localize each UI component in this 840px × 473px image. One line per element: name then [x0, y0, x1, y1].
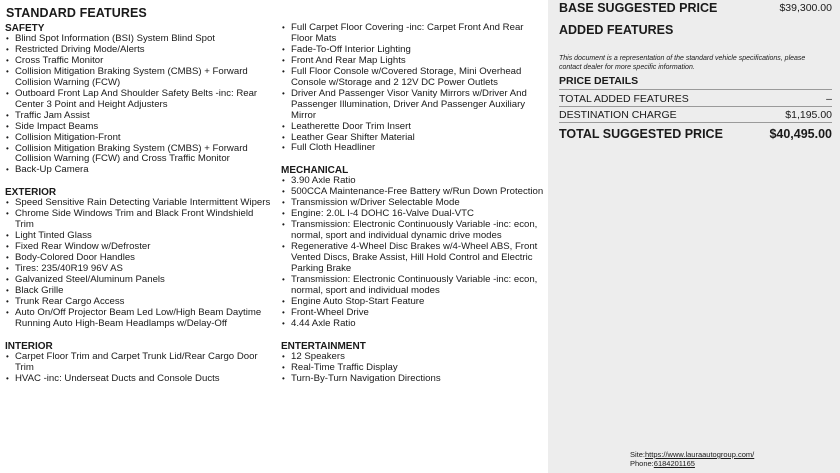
feature-item: • 4.44 Axle Ratio [281, 319, 545, 330]
feature-item: • Outboard Front Lap And Shoulder Safety Belts -inc: Rear Center 3 Point and Height Adjusters [5, 89, 273, 111]
section-title-entertainment: ENTERTAINMENT [281, 340, 366, 352]
feature-item: • Engine: 2.0L I-4 DOHC 16-Valve Dual-VTC [281, 209, 545, 220]
features-column-2 [281, 23, 545, 385]
feature-item: • Light Tinted Glass [5, 231, 273, 242]
phone-label: Phone: [630, 459, 654, 468]
destination-row [559, 109, 832, 121]
base-price-value: $39,300.00 [779, 2, 832, 14]
feature-item: • Collision Mitigation Braking System (CMBS) + Forward Collision Warning (FCW) [5, 67, 273, 89]
feature-item: • Traffic Jam Assist [5, 111, 273, 122]
features-column-1 [5, 23, 273, 385]
feature-item: • Cross Traffic Monitor [5, 56, 273, 67]
feature-item: • HVAC -inc: Underseat Ducts and Console Ducts [5, 374, 273, 385]
entertainment-list [281, 352, 545, 385]
feature-item: • Full Cloth Headliner [281, 143, 545, 154]
feature-item: • Engine Auto Stop-Start Feature [281, 297, 545, 308]
feature-item: • Regenerative 4-Wheel Disc Brakes w/4-Wheel ABS, Front Vented Discs, Brake Assist, Hill Hold Control and Electric Parking Brake [281, 242, 545, 275]
base-price-row [559, 1, 832, 15]
price-details-heading [559, 75, 832, 87]
feature-item: • Collision Mitigation-Front [5, 133, 273, 144]
feature-item: • Chrome Side Windows Trim and Black Front Windshield Trim [5, 209, 273, 231]
total-price-label: TOTAL SUGGESTED PRICE [559, 127, 723, 141]
section-title-interior: INTERIOR [5, 340, 53, 352]
feature-item: • Speed Sensitive Rain Detecting Variable Intermittent Wipers [5, 198, 273, 209]
base-price-label: BASE SUGGESTED PRICE [559, 1, 718, 15]
feature-item: • Black Grille [5, 286, 273, 297]
total-added-label: TOTAL ADDED FEATURES [559, 93, 689, 105]
feature-item: • 3.90 Axle Ratio [281, 176, 545, 187]
total-added-value: – [826, 93, 832, 105]
interior-list [5, 352, 273, 385]
feature-item: • Leather Gear Shifter Material [281, 133, 545, 144]
feature-item: • Transmission w/Driver Selectable Mode [281, 198, 545, 209]
feature-item: • Front And Rear Map Lights [281, 56, 545, 67]
pricing-panel [548, 0, 840, 473]
safety-list [5, 34, 273, 176]
divider [559, 106, 832, 107]
feature-item: • Auto On/Off Projector Beam Led Low/High Beam Daytime Running Auto High-Beam Headlamps w/Delay-Off [5, 308, 273, 330]
divider [559, 89, 832, 90]
section-title-safety: SAFETY [5, 23, 45, 34]
feature-item: • Collision Mitigation Braking System (CMBS) + Forward Collision Warning (FCW) and Cross Traffic Monitor [5, 144, 273, 166]
site-label: Site: [630, 450, 646, 459]
feature-item: • Trunk Rear Cargo Access [5, 297, 273, 308]
exterior-list [5, 198, 273, 329]
feature-item: • 12 Speakers [281, 352, 545, 363]
disclaimer-note: This document is a representation of the standard vehicle specifications, please contact dealer for more specific information. [559, 55, 806, 71]
divider [559, 122, 832, 123]
feature-item: • Fade-To-Off Interior Lighting [281, 45, 545, 56]
added-features-label: ADDED FEATURES [559, 23, 674, 37]
dealer-contact [630, 450, 754, 468]
feature-item: • Galvanized Steel/Aluminum Panels [5, 275, 273, 286]
interior-list-continued [281, 23, 545, 154]
feature-item: • Back-Up Camera [5, 165, 273, 176]
feature-item: • Body-Colored Door Handles [5, 253, 273, 264]
feature-item: • Side Impact Beams [5, 122, 273, 133]
section-title-mechanical: MECHANICAL [281, 165, 349, 177]
feature-item: • Transmission: Electronic Continuously Variable -inc: econ, normal, sport and individual dynamic drive modes [281, 220, 545, 242]
feature-item: • Blind Spot Information (BSI) System Blind Spot [5, 34, 273, 45]
mechanical-list [281, 176, 545, 329]
feature-item: • 500CCA Maintenance-Free Battery w/Run Down Protection [281, 187, 545, 198]
destination-value: $1,195.00 [785, 109, 832, 121]
feature-item: • Fixed Rear Window w/Defroster [5, 242, 273, 253]
feature-item: • Real-Time Traffic Display [281, 363, 545, 374]
added-features-heading [559, 23, 832, 37]
feature-item: • Front-Wheel Drive [281, 308, 545, 319]
destination-label: DESTINATION CHARGE [559, 109, 677, 121]
section-title-exterior: EXTERIOR [5, 187, 57, 199]
price-details-label: PRICE DETAILS [559, 75, 639, 87]
feature-item: • Full Carpet Floor Covering -inc: Carpet Front And Rear Floor Mats [281, 23, 545, 45]
total-price-value: $40,495.00 [769, 127, 832, 141]
feature-item: • Transmission: Electronic Continuously Variable -inc: econ, normal, sport and individual modes [281, 275, 545, 297]
site-line [630, 450, 754, 459]
feature-item: • Restricted Driving Mode/Alerts [5, 45, 273, 56]
total-price-row [559, 127, 832, 141]
phone-line [630, 459, 754, 468]
feature-item: • Turn-By-Turn Navigation Directions [281, 374, 545, 385]
feature-item: • Tires: 235/40R19 96V AS [5, 264, 273, 275]
total-added-row [559, 93, 832, 105]
site-link[interactable]: https://www.lauraautogroup.com/ [645, 450, 755, 459]
page-title: STANDARD FEATURES [6, 6, 147, 20]
feature-item: • Carpet Floor Trim and Carpet Trunk Lid/Rear Cargo Door Trim [5, 352, 273, 374]
feature-item: • Driver And Passenger Visor Vanity Mirrors w/Driver And Passenger Illumination, Driver And Passenger Auxiliary Mirror [281, 89, 545, 122]
feature-item: • Leatherette Door Trim Insert [281, 122, 545, 133]
phone-link[interactable]: 6184201165 [653, 459, 695, 468]
feature-item: • Full Floor Console w/Covered Storage, Mini Overhead Console w/Storage and 2 12V DC Power Outlets [281, 67, 545, 89]
